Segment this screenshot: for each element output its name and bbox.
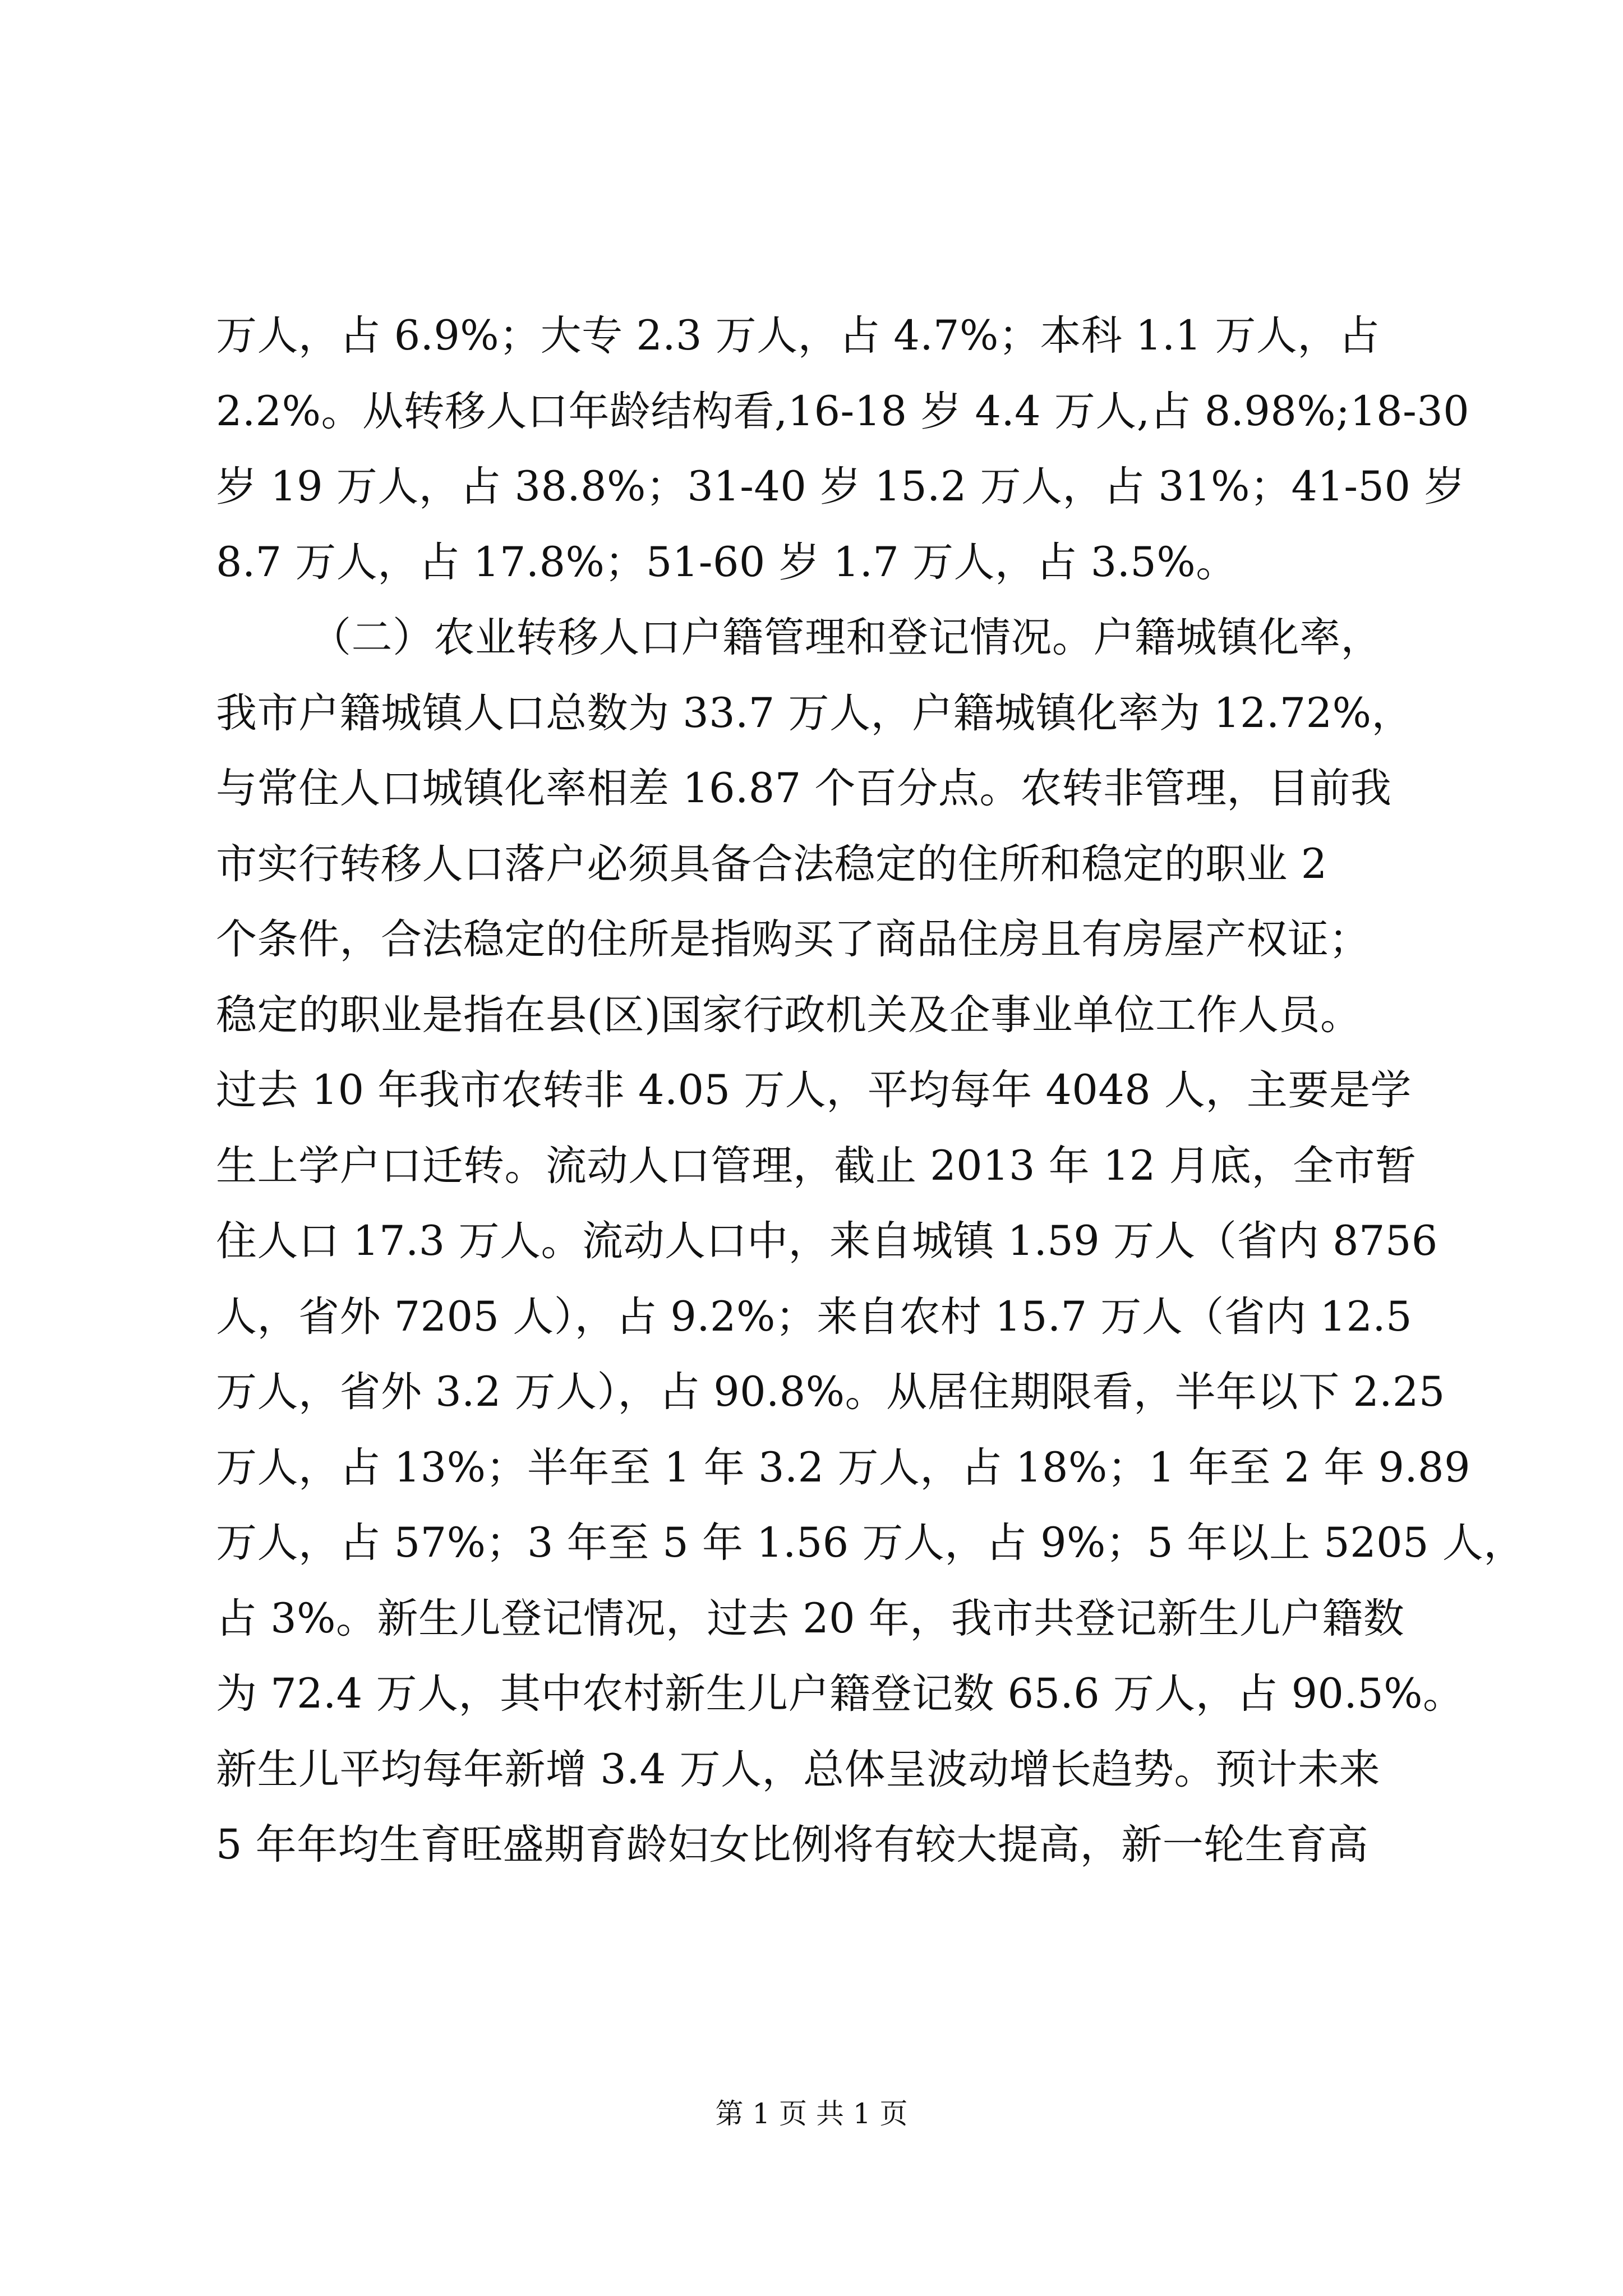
text-line: 过去 10 年我市农转非 4.05 万人，平均每年 4048 人，主要是学 [216,1066,1412,1114]
text-line: 占 3%。新生儿登记情况，过去 20 年，我市共登记新生儿户籍数 [216,1594,1405,1642]
text-line: 人，省外 7205 人），占 9.2%；来自农村 15.7 万人（省内 12.5 [216,1292,1413,1341]
page-footer: 第 1 页 共 1 页 [715,2097,908,2130]
text-line: 市实行转移人口落户必须具备合法稳定的住所和稳定的职业 2 [216,840,1327,888]
text-line: 住人口 17.3 万人。流动人口中，来自城镇 1.59 万人（省内 8756 [216,1217,1438,1265]
text-line: 个条件，合法稳定的住所是指购买了商品住房且有房屋产权证； [216,915,1370,963]
text-line: 5 年年均生育旺盛期育龄妇女比例将有较大提高，新一轮生育高 [216,1821,1369,1869]
section-heading-line: （二）农业转移人口户籍管理和登记情况。户籍城镇化率， [310,614,1382,661]
text-line: 稳定的职业是指在县(区)国家行政机关及企事业单位工作人员。 [216,991,1362,1039]
text-line: 万人，省外 3.2 万人），占 90.8%。从居住期限看，半年以下 2.25 [216,1368,1445,1416]
text-line: 万人，占 57%；3 年至 5 年 1.56 万人，占 9%；5 年以上 5205 人， [216,1519,1525,1567]
text-line: 我市户籍城镇人口总数为 33.7 万人，户籍城镇化率为 12.72%， [216,689,1413,737]
text-line: 与常住人口城镇化率相差 16.87 个百分点。农转非管理，目前我 [216,765,1392,812]
text-line: 2.2%。从转移人口年龄结构看,16-18 岁 4.4 万人,占 8.98%;18-30 [216,387,1470,435]
text-line: 生上学户口迁转。流动人口管理，截止 2013 年 12 月底，全市暂 [216,1142,1417,1190]
text-line: 万人，占 13%；半年至 1 年 3.2 万人，占 18%；1 年至 2 年 9.89 [216,1443,1471,1492]
text-line: 为 72.4 万人，其中农村新生儿户籍登记数 65.6 万人，占 90.5%。 [216,1670,1464,1718]
text-line: 万人，占 6.9%；大专 2.3 万人，占 4.7%；本科 1.1 万人，占 [216,312,1380,360]
document-body [216,298,1525,1883]
text-line: 8.7 万人，占 17.8%；51-60 岁 1.7 万人，占 3.5%。 [216,538,1237,586]
text-line: 岁 19 万人，占 38.8%；31-40 岁 15.2 万人，占 31%；41-50 岁 [216,463,1465,510]
text-line: 新生儿平均每年新增 3.4 万人，总体呈波动增长趋势。预计未来 [216,1745,1381,1793]
